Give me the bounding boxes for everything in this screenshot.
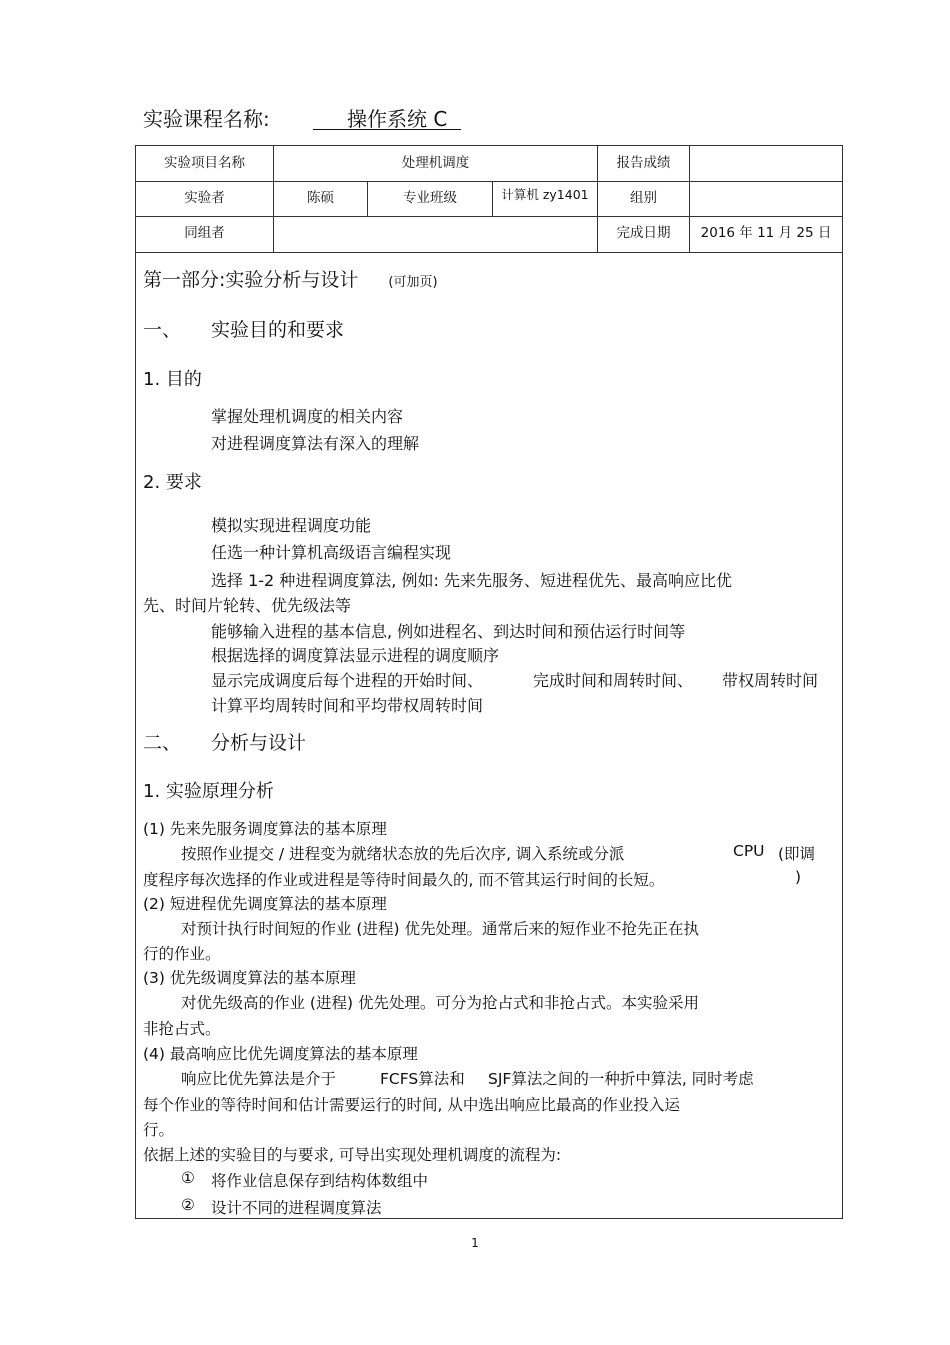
sjf-title: (2) 短进程优先调度算法的基本原理	[143, 895, 387, 913]
partner-label: 同组者	[184, 225, 225, 241]
hrrn-title: (4) 最高响应比优先调度算法的基本原理	[143, 1045, 418, 1063]
page-number: 1	[471, 1236, 479, 1250]
step-number: ②	[181, 1196, 195, 1214]
requirements-heading: 2. 要求	[143, 472, 202, 493]
requirement-item: 选择 1-2 种进程调度算法, 例如: 先来先服务、短进程优先、最高响应比优	[211, 571, 732, 590]
requirement-item-continued: 先、时间片轮转、优先级法等	[143, 596, 352, 615]
experimenter-label: 实验者	[184, 190, 225, 206]
hrrn-text-part: SJF算法之间的一种折中算法, 同时考虑	[488, 1070, 754, 1088]
class-value: 计算机 zy1401	[501, 187, 589, 202]
part1-title: 第一部分:实验分析与设计	[143, 269, 359, 291]
requirement-item: 任选一种计算机高级语言编程实现	[211, 543, 452, 562]
grade-value	[690, 146, 842, 180]
priority-text: 非抢占式。	[143, 1020, 221, 1038]
priority-text: 对优先级高的作业 (进程) 优先处理。可分为抢占式和非抢占式。本实验采用	[181, 994, 699, 1012]
purpose-item: 对进程调度算法有深入的理解	[211, 434, 420, 453]
course-name-value: 操作系统 C	[313, 103, 461, 130]
purpose-item: 掌握处理机调度的相关内容	[211, 407, 404, 426]
step-number: ①	[181, 1169, 195, 1187]
fcfs-text-part: (即调	[778, 845, 816, 863]
experimenter-value: 陈硕	[307, 190, 334, 206]
date-label: 完成日期	[616, 225, 671, 241]
flow-step: 将作业信息保存到结构体数组中	[211, 1172, 429, 1190]
requirement-item: 根据选择的调度算法显示进程的调度顺序	[211, 646, 500, 665]
requirement-item-part: 完成时间和周转时间、	[533, 671, 694, 690]
class-label: 专业班级	[403, 190, 457, 206]
principle-heading: 1. 实验原理分析	[143, 781, 274, 802]
partner-value	[274, 216, 597, 250]
part1-heading	[143, 265, 438, 292]
fcfs-text-part: 按照作业提交 / 进程变为就绪状态放的先后次序, 调入系统或分派	[181, 845, 625, 863]
project-name-label: 实验项目名称	[164, 155, 245, 171]
fcfs-text-part: )	[795, 868, 802, 886]
requirement-item-part: 带权周转时间	[722, 671, 819, 690]
section1-title: 实验目的和要求	[211, 319, 345, 341]
requirement-item: 计算平均周转时间和平均带权周转时间	[211, 696, 484, 715]
course-name-label: 实验课程名称:	[143, 107, 270, 131]
flow-step: 设计不同的进程调度算法	[211, 1199, 382, 1217]
hrrn-text-part: FCFS算法和	[380, 1070, 465, 1088]
requirement-item-part: 显示完成调度后每个进程的开始时间、	[211, 671, 484, 690]
hrrn-text-part: 响应比优先算法是介于	[181, 1070, 337, 1088]
purpose-heading: 1. 目的	[143, 369, 202, 390]
part1-note: (可加页)	[388, 275, 438, 290]
fcfs-title: (1) 先来先服务调度算法的基本原理	[143, 820, 387, 838]
hrrn-text: 行。	[143, 1121, 175, 1139]
group-value	[690, 181, 842, 215]
project-name-value: 处理机调度	[401, 155, 470, 171]
date-value: 2016 年 11 月 25 日	[700, 225, 832, 241]
fcfs-text-part: CPU	[733, 842, 765, 860]
section1-number: 一、	[143, 319, 182, 341]
section2-title: 分析与设计	[211, 732, 307, 754]
fcfs-text-part: 度程序每次选择的作业或进程是等待时间最久的, 而不管其运行时间的长短。	[143, 871, 665, 889]
sjf-text: 行的作业。	[143, 945, 221, 963]
section2-number: 二、	[143, 732, 182, 754]
sjf-text: 对预计执行时间短的作业 (进程) 优先处理。通常后来的短作业不抢先正在执	[181, 920, 699, 938]
requirement-item: 模拟实现进程调度功能	[211, 516, 372, 535]
info-table	[135, 145, 843, 253]
requirement-item: 能够输入进程的基本信息, 例如进程名、到达时间和预估运行时间等	[211, 622, 686, 641]
flow-intro: 依据上述的实验目的与要求, 可导出实现处理机调度的流程为:	[143, 1146, 562, 1164]
grade-label: 报告成绩	[616, 155, 671, 171]
hrrn-text: 每个作业的等待时间和估计需要运行的时间, 从中选出响应比最高的作业投入运	[143, 1096, 680, 1114]
group-label: 组别	[630, 190, 657, 206]
priority-title: (3) 优先级调度算法的基本原理	[143, 969, 356, 987]
